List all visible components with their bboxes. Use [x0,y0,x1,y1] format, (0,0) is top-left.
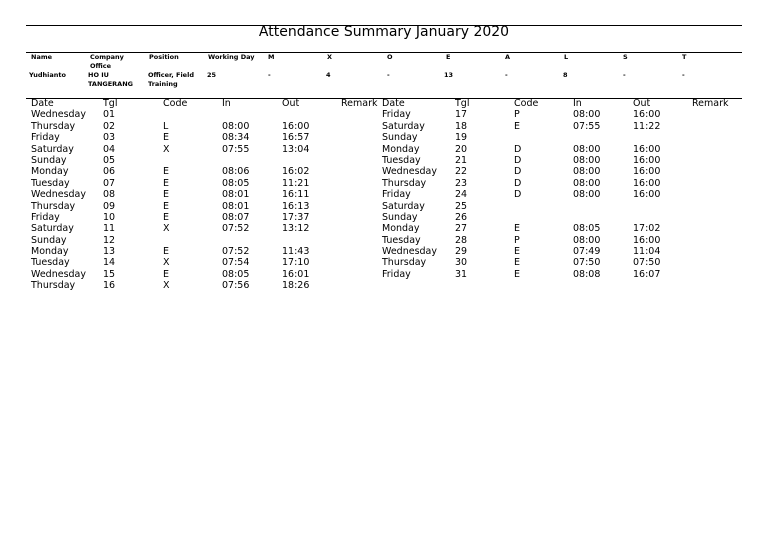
table-cell: Thursday [31,280,76,292]
table-cell: Saturday [31,223,74,235]
table-cell: 08:00 [222,120,250,132]
table-cell: Wednesday [31,189,87,201]
summary-value: - [387,71,390,79]
table-cell [514,132,538,143]
table-cell: 20 [455,143,468,155]
table-cell: 08:00 [573,189,601,201]
table-cell [633,212,660,223]
summary-header: S [623,53,628,61]
table-cell: Friday [31,132,60,144]
table-cell: 16:02 [282,166,310,178]
table-cell: 07:52 [222,246,250,258]
left-column-remark [341,98,378,109]
table-cell: 07 [103,177,116,189]
summary-header: L [564,53,569,61]
table-cell [633,132,660,143]
table-cell: 17:37 [282,211,310,223]
table-cell: E [163,132,170,144]
table-cell [514,212,538,223]
table-cell: 08:00 [573,166,601,178]
table-cell: Wednesday [31,268,87,280]
table-cell: 01 [103,109,116,121]
table-cell [282,109,309,120]
table-cell: 29 [455,246,468,258]
table-cell: 11:22 [633,120,661,132]
table-cell: 22 [455,166,468,178]
table-cell: 16:00 [633,143,661,155]
table-cell [163,235,187,246]
table-cell: Friday [382,189,411,201]
table-cell: E [163,177,170,189]
table-cell: P [514,109,520,121]
table-cell: Saturday [382,200,425,212]
table-cell: 11:43 [282,246,310,258]
table-cell: Tuesday [31,177,70,189]
summary-value: - [682,71,685,79]
table-cell: 31 [455,268,468,280]
summary-header: M [268,53,275,61]
table-cell: 08:07 [222,211,250,223]
table-cell [222,235,249,246]
table-cell: 16:07 [633,268,661,280]
summary-value: Officer, Field Training [148,71,194,88]
table-cell: 08:00 [573,109,601,121]
table-cell: 11 [103,223,116,235]
table-cell: 12 [103,234,116,246]
table-cell: Monday [31,246,69,258]
table-cell: 13 [103,246,116,258]
right-column-code [514,98,538,280]
table-cell [633,201,660,212]
table-cell: 16:57 [282,132,310,144]
table-cell: D [514,189,522,201]
table-cell: E [514,120,521,132]
table-cell: 08:08 [573,268,601,280]
summary-value: - [505,71,508,79]
table-cell: 08:01 [222,200,250,212]
table-cell: 07:55 [222,143,250,155]
table-cell: 16:00 [633,189,661,201]
table-cell: L [163,120,169,132]
table-cell: Monday [382,223,420,235]
table-cell: Tuesday [31,257,70,269]
table-cell: 05 [103,154,116,166]
table-cell: 08:06 [222,166,250,178]
table-cell: 15 [103,268,116,280]
summary-header: Position [149,53,179,61]
table-cell: 08:05 [222,268,250,280]
table-cell: Monday [31,166,69,178]
table-cell: X [163,143,170,155]
table-cell: 07:56 [222,280,250,292]
table-cell: Sunday [31,154,67,166]
table-cell [573,201,600,212]
table-cell: X [163,257,170,269]
column-header: Tgl [103,98,118,109]
table-cell: D [514,154,522,166]
table-cell: E [514,246,521,258]
summary-value: Yudhianto [29,71,66,79]
column-header: Code [514,98,539,109]
table-cell: Tuesday [382,154,421,166]
page-title: Attendance Summary January 2020 [258,24,510,40]
table-cell: 17 [455,109,468,121]
table-cell: 18 [455,120,468,132]
column-header: Remark [341,98,378,109]
table-cell: 08:05 [222,177,250,189]
table-cell: D [514,166,522,178]
table-cell: 21 [455,154,468,166]
table-cell [282,155,309,166]
table-cell: 07:50 [633,257,661,269]
summary-header: A [505,53,511,61]
table-cell: 16:13 [282,200,310,212]
right-column-out [633,98,660,280]
table-cell: E [514,268,521,280]
table-cell: E [163,211,170,223]
table-cell: Friday [382,109,411,121]
summary-value: - [623,71,626,79]
table-cell: E [163,246,170,258]
table-cell: E [163,189,170,201]
column-header: Date [31,98,54,109]
table-cell: 08:00 [573,234,601,246]
column-header: Code [163,98,188,109]
table-cell: 16:00 [633,234,661,246]
table-cell: 07:54 [222,257,250,269]
summary-header: O [387,53,393,61]
table-cell: 08:34 [222,132,250,144]
table-cell: 03 [103,132,116,144]
left-column-date [31,98,86,292]
table-cell: Sunday [382,211,418,223]
table-cell: P [514,234,520,246]
table-cell: 27 [455,223,468,235]
table-cell: 07:50 [573,257,601,269]
table-cell: E [163,268,170,280]
column-header: Date [382,98,405,109]
table-cell: 14 [103,257,116,269]
table-cell: 06 [103,166,116,178]
table-cell: Thursday [382,257,427,269]
summary-header: Company Office [90,53,124,70]
table-cell: 24 [455,189,468,201]
table-cell: 17:10 [282,257,310,269]
left-column-tgl [103,98,117,292]
left-column-code [163,98,187,292]
table-cell: 16:00 [633,166,661,178]
table-cell: 08:00 [573,177,601,189]
summary-value: HO IU TANGERANG [88,71,133,88]
table-cell: 17:02 [633,223,661,235]
right-column-date [382,98,437,280]
table-cell: 16:01 [282,268,310,280]
table-cell: Thursday [31,120,76,132]
table-cell: 08:01 [222,189,250,201]
table-cell: Thursday [382,177,427,189]
table-cell [222,109,249,120]
table-cell: X [163,223,170,235]
column-header: Tgl [455,98,470,109]
table-cell: E [514,223,521,235]
column-header: In [222,98,231,109]
table-cell: Friday [382,268,411,280]
summary-value: - [268,71,271,79]
table-cell: Monday [382,143,420,155]
table-cell: 08:05 [573,223,601,235]
left-column-out [282,98,309,292]
column-header: Remark [692,98,729,109]
table-cell: Thursday [31,200,76,212]
table-cell: 30 [455,257,468,269]
left-column-in [222,98,249,292]
table-cell: E [163,166,170,178]
table-cell: 16:11 [282,189,310,201]
column-header: Out [282,98,300,109]
table-cell: 08:00 [573,154,601,166]
table-cell: E [514,257,521,269]
table-cell: 18:26 [282,280,310,292]
table-cell [163,155,187,166]
summary-header: Working Day [208,53,255,61]
table-cell: Sunday [31,234,67,246]
table-cell: 16 [103,280,116,292]
table-cell: 25 [455,200,468,212]
table-cell: Friday [31,211,60,223]
table-cell: 09 [103,200,116,212]
summary-header: T [682,53,687,61]
right-column-tgl [455,98,469,280]
table-cell: 02 [103,120,116,132]
table-cell: 11:21 [282,177,310,189]
table-cell [163,109,187,120]
column-header: In [573,98,582,109]
table-cell: 07:49 [573,246,601,258]
summary-value: 8 [563,71,568,79]
table-cell: Saturday [382,120,425,132]
table-cell: X [163,280,170,292]
summary-header: Name [31,53,53,61]
table-cell: 28 [455,234,468,246]
table-cell [573,132,600,143]
table-cell [514,201,538,212]
table-cell: 11:04 [633,246,661,258]
table-cell: 16:00 [633,154,661,166]
table-cell: 08 [103,189,116,201]
table-cell: Wednesday [31,109,87,121]
table-cell: 16:00 [633,177,661,189]
table-cell: D [514,143,522,155]
table-cell: 08:00 [573,143,601,155]
right-column-remark [692,98,729,109]
table-cell: 13:12 [282,223,310,235]
table-cell: 04 [103,143,116,155]
table-cell: Saturday [31,143,74,155]
right-column-in [573,98,600,280]
table-cell: 16:00 [633,109,661,121]
column-header: Out [633,98,651,109]
table-cell [282,235,309,246]
table-cell: Wednesday [382,246,438,258]
table-cell: Sunday [382,132,418,144]
summary-header: X [327,53,333,61]
table-cell: Tuesday [382,234,421,246]
table-cell: 07:55 [573,120,601,132]
table-cell [573,212,600,223]
table-cell [222,155,249,166]
table-cell: 19 [455,132,468,144]
summary-value: 4 [326,71,331,79]
table-cell: D [514,177,522,189]
table-cell: Wednesday [382,166,438,178]
table-cell: E [163,200,170,212]
summary-header: E [446,53,451,61]
summary-value: 25 [207,71,217,79]
table-cell: 16:00 [282,120,310,132]
table-cell: 13:04 [282,143,310,155]
table-cell: 07:52 [222,223,250,235]
table-cell: 26 [455,211,468,223]
summary-value: 13 [444,71,454,79]
table-cell: 10 [103,211,116,223]
table-cell: 23 [455,177,468,189]
